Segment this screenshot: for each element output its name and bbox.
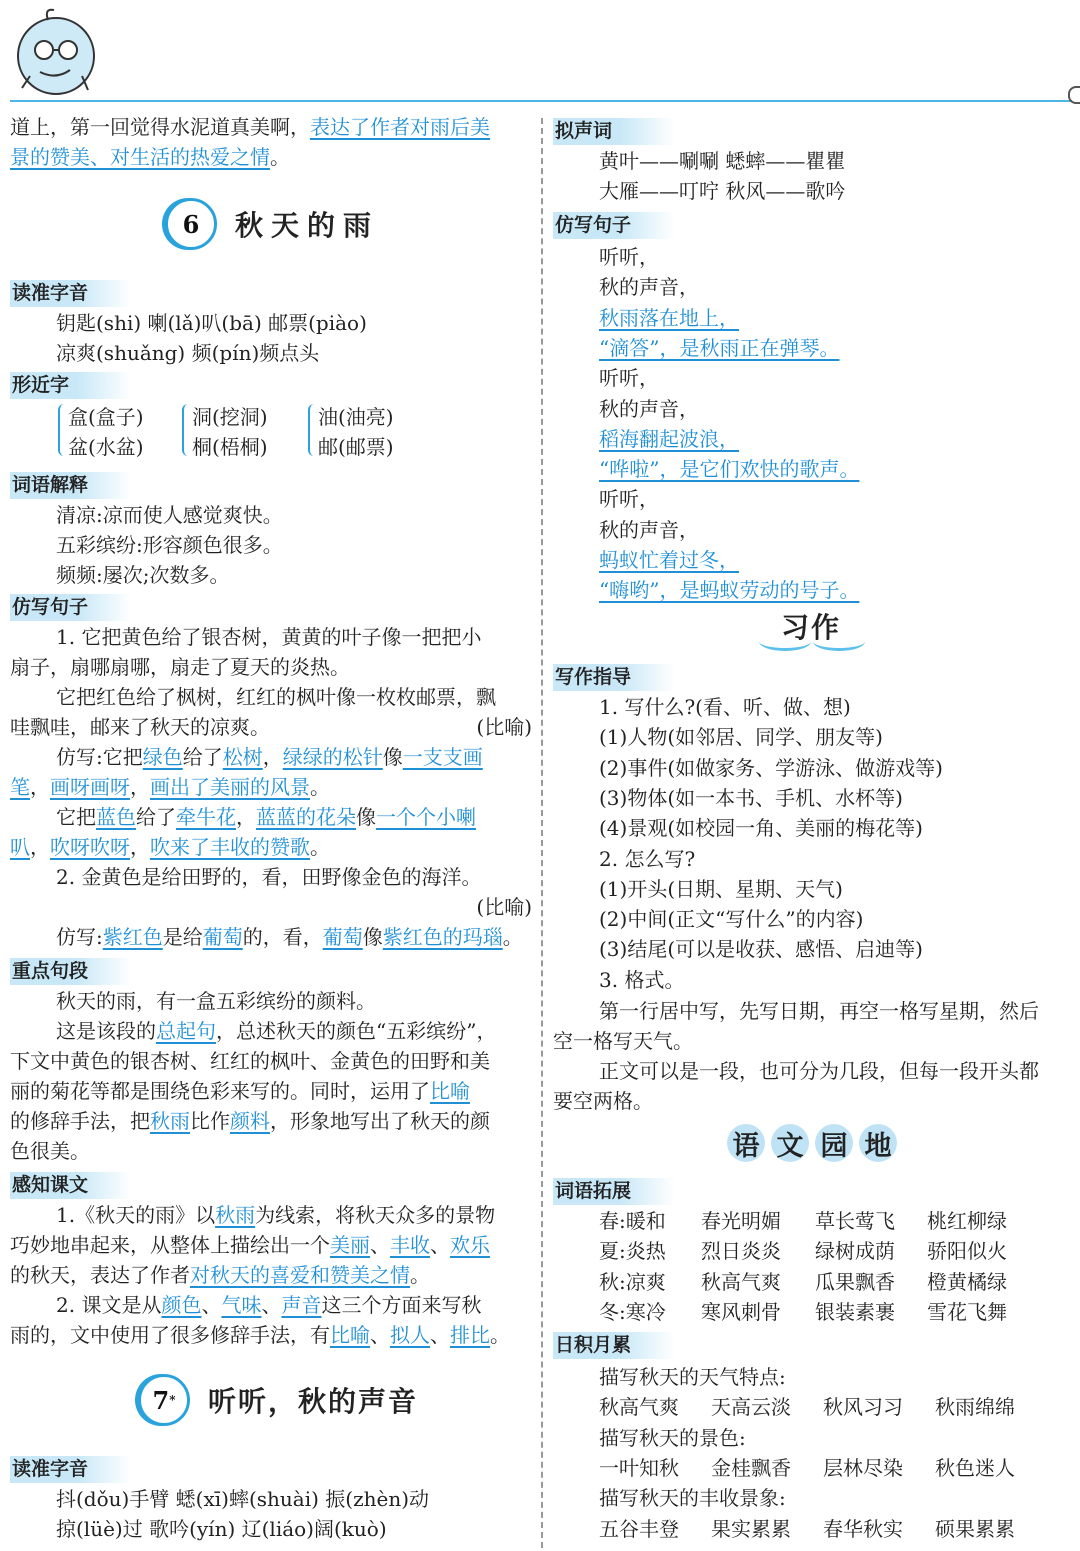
similar-char: 盒(盒子) bbox=[68, 405, 144, 429]
intro-line-1: 道上，第一回觉得水泥道真美啊，表达了作者对雨后美 bbox=[10, 115, 490, 139]
heading-char: 语 bbox=[727, 1124, 765, 1162]
text-line: 下文中黄色的银杏树、红红的枫叶、金黄色的田野和美 bbox=[10, 1049, 490, 1073]
text-line: 雨的，文中使用了很多修辞手法，有比喻、拟人、排比。 bbox=[10, 1323, 510, 1347]
page-corner-mark bbox=[1068, 86, 1080, 104]
book-icon bbox=[759, 632, 811, 651]
lesson-number: 6 bbox=[165, 198, 217, 250]
imitate-answer-1: 仿写:它把绿色给了松树，绿绿的松针像一支支画 bbox=[56, 745, 483, 769]
section-onomatopoeia: 拟声词 bbox=[553, 118, 675, 145]
daily-caption: 描写秋天的景色: bbox=[599, 1425, 746, 1450]
heading-char: 园 bbox=[815, 1124, 853, 1162]
idiom: 果实累累 bbox=[711, 1516, 791, 1541]
poem-line: 秋的声音， bbox=[599, 275, 699, 300]
heading-char: 文 bbox=[771, 1124, 809, 1162]
imitate-answer-2b: 叭，吹呀吹呀，吹来了丰收的赞歌。 bbox=[10, 835, 330, 859]
text-line: 正文可以是一段，也可分为几段，但每一段开头都 bbox=[599, 1059, 1039, 1083]
season-word: 秋高气爽 bbox=[701, 1269, 781, 1294]
lesson-title: 听听，秋的声音 bbox=[208, 1385, 419, 1418]
text-line: 它把红色给了枫树，红红的枫叶像一枚枚邮票，飘 bbox=[56, 685, 496, 709]
section-pronunciation: 读准字音 bbox=[10, 280, 132, 307]
lesson-7-heading bbox=[138, 1374, 418, 1426]
poem-line: “哗啦”，是它们欢快的歌声。 bbox=[599, 457, 860, 482]
section-key-paragraph: 重点句段 bbox=[10, 958, 132, 985]
text-line: 色很美。 bbox=[10, 1139, 90, 1163]
text-line: 哇飘哇，邮来了秋天的凉爽。 bbox=[10, 715, 270, 739]
poem-line: 稻海翻起波浪， bbox=[599, 426, 739, 451]
section-imitate: 仿写句子 bbox=[10, 594, 132, 621]
season-word: 雪花飞舞 bbox=[927, 1299, 1007, 1324]
text-line: 2. 课文是从颜色、气味、声音这三个方面来写秋 bbox=[56, 1293, 482, 1317]
word-explain: 清凉:凉而使人感觉爽快。 bbox=[56, 503, 283, 527]
similar-char: 邮(邮票) bbox=[318, 435, 394, 459]
poem-line: 蚂蚁忙着过冬， bbox=[599, 548, 739, 572]
pronunciation-line: 抖(dǒu)手臂 蟋(xī)蟀(shuài) 振(zhèn)动 bbox=[56, 1487, 430, 1511]
section-word-explain: 词语解释 bbox=[10, 472, 132, 499]
guide-line: 2. 怎么写? bbox=[599, 846, 696, 871]
text-line: 2. 金黄色是给田野的，看，田野像金色的海洋。 bbox=[56, 865, 482, 889]
lesson-6-heading bbox=[165, 198, 379, 250]
section-pronunciation-2: 读准字音 bbox=[10, 1456, 132, 1483]
idiom: 金桂飘香 bbox=[711, 1455, 791, 1480]
lesson-title: 秋天的雨 bbox=[235, 209, 380, 242]
poem-line: 秋的声音， bbox=[599, 396, 699, 421]
onomatopoeia-line: 黄叶——唰唰 蟋蟀——瞿瞿 bbox=[599, 149, 846, 173]
guide-line: (2)中间(正文“写什么”的内容) bbox=[599, 907, 864, 932]
season-word: 瓜果飘香 bbox=[815, 1269, 895, 1294]
section-perceive: 感知课文 bbox=[10, 1172, 132, 1199]
section-daily-accumulate: 日积月累 bbox=[553, 1332, 675, 1359]
season-word: 银装素裹 bbox=[815, 1299, 895, 1324]
poem-line: 秋的声音， bbox=[599, 517, 699, 542]
idiom: 层林尽染 bbox=[823, 1455, 903, 1480]
word-explain: 五彩缤纷:形容颜色很多。 bbox=[56, 533, 283, 557]
text-line: 巧妙地串起来，从整体上描绘出一个美丽、丰收、欢乐 bbox=[10, 1233, 490, 1257]
season-word: 烈日炎炎 bbox=[701, 1239, 781, 1264]
cartoon-face-icon bbox=[8, 6, 110, 98]
text-line: 丽的菊花等都是围绕色彩来写的。同时，运用了比喻 bbox=[10, 1079, 470, 1103]
similar-char: 盆(水盆) bbox=[68, 435, 144, 459]
book-icon bbox=[813, 632, 865, 651]
text-line: 扇子，扇哪扇哪，扇走了夏天的炎热。 bbox=[10, 655, 350, 679]
chinese-garden-heading bbox=[727, 1124, 897, 1162]
pronunciation-line-2: 凉爽(shuǎng) 频(pín)频点头 bbox=[56, 341, 320, 365]
season-word: 冬:寒冷 bbox=[599, 1299, 666, 1324]
text-line: 1.《秋天的雨》以秋雨为线索，将秋天众多的景物 bbox=[56, 1203, 496, 1227]
guide-line: (2)事件(如做家务、学游泳、做游戏等) bbox=[599, 755, 943, 780]
guide-line: 3. 格式。 bbox=[599, 967, 685, 992]
daily-caption: 描写秋天的丰收景象: bbox=[599, 1486, 786, 1511]
text-line: 1. 它把黄色给了银杏树，黄黄的叶子像一把把小 bbox=[56, 625, 482, 649]
similar-char: 洞(挖洞) bbox=[192, 405, 268, 429]
imitate-answer-3: 仿写:紫红色是给葡萄的，看，葡萄像紫红色的玛瑙。 bbox=[56, 925, 523, 949]
season-word: 寒风刺骨 bbox=[701, 1299, 781, 1324]
text-line: 这是该段的总起句，总述秋天的颜色“五彩缤纷”， bbox=[56, 1019, 497, 1043]
pronunciation-line: 掠(lüè)过 歌吟(yín) 辽(liáo)阔(kuò) bbox=[56, 1517, 387, 1541]
guide-line: (3)结尾(可以是收获、感悟、启迪等) bbox=[599, 937, 923, 962]
header-rule bbox=[10, 100, 1072, 102]
season-word: 春:暖和 bbox=[599, 1209, 666, 1233]
idiom: 一叶知秋 bbox=[599, 1455, 679, 1480]
text-line: 空一格写天气。 bbox=[553, 1029, 693, 1053]
guide-line: (3)物体(如一本书、手机、水杯等) bbox=[599, 785, 903, 810]
lesson-number: 7 * bbox=[138, 1374, 190, 1426]
heading-char: 地 bbox=[859, 1124, 897, 1162]
daily-caption: 描写秋天的天气特点: bbox=[599, 1365, 786, 1389]
text-line: 的修辞手法，把秋雨比作颜料，形象地写出了秋天的颜 bbox=[10, 1109, 490, 1133]
rhetoric-label: (比喻) bbox=[476, 895, 532, 919]
idiom: 春华秋实 bbox=[823, 1516, 903, 1541]
idiom: 秋高气爽 bbox=[599, 1395, 679, 1420]
section-similar-chars: 形近字 bbox=[10, 372, 132, 399]
xizuo-title: 习作 bbox=[781, 611, 842, 644]
season-word: 秋:凉爽 bbox=[599, 1269, 666, 1294]
season-word: 绿树成荫 bbox=[815, 1239, 895, 1264]
poem-line: 听听， bbox=[599, 245, 659, 269]
onomatopoeia-line: 大雁——叮咛 秋风——歌吟 bbox=[599, 179, 846, 203]
word-explain: 频频:屡次;次数多。 bbox=[56, 563, 230, 587]
rhetoric-label: (比喻) bbox=[476, 715, 532, 739]
similar-char: 桐(梧桐) bbox=[192, 435, 268, 459]
xizuo-heading bbox=[753, 606, 873, 654]
guide-line: (4)景观(如校园一角、美丽的梅花等) bbox=[599, 816, 923, 841]
guide-line: (1)人物(如邻居、同学、朋友等) bbox=[599, 725, 883, 750]
text-line: 第一行居中写，先写日期，再空一格写星期，然后 bbox=[599, 999, 1039, 1023]
season-word: 草长莺飞 bbox=[815, 1209, 895, 1233]
poem-line: 秋雨落在地上， bbox=[599, 305, 739, 330]
poem-line: 听听， bbox=[599, 366, 659, 391]
guide-line: 1. 写什么?(看、听、做、想) bbox=[599, 695, 851, 719]
season-word: 橙黄橘绿 bbox=[927, 1269, 1007, 1294]
idiom: 秋风习习 bbox=[823, 1395, 903, 1420]
idiom: 天高云淡 bbox=[711, 1395, 791, 1420]
section-word-expand: 词语拓展 bbox=[553, 1178, 675, 1205]
idiom: 秋色迷人 bbox=[935, 1455, 1015, 1480]
section-writing-guide: 写作指导 bbox=[553, 664, 675, 691]
poem-line: 听听， bbox=[599, 487, 659, 512]
idiom: 五谷丰登 bbox=[599, 1516, 679, 1541]
poem-line: “嗨哟”，是蚂蚁劳动的号子。 bbox=[599, 578, 860, 603]
text-line: 的秋天，表达了作者对秋天的喜爱和赞美之情。 bbox=[10, 1263, 430, 1287]
imitate-answer-2: 它把蓝色给了牵牛花，蓝蓝的花朵像一个个小喇 bbox=[56, 805, 476, 829]
similar-char: 油(油亮) bbox=[318, 405, 394, 429]
season-word: 骄阳似火 bbox=[927, 1239, 1007, 1264]
section-imitate-2: 仿写句子 bbox=[553, 212, 675, 239]
idiom: 秋雨绵绵 bbox=[935, 1395, 1015, 1420]
idiom: 硕果累累 bbox=[935, 1516, 1015, 1541]
column-divider bbox=[541, 118, 543, 1548]
poem-line: “滴答”，是秋雨正在弹琴。 bbox=[599, 335, 840, 360]
season-word: 夏:炎热 bbox=[599, 1239, 666, 1264]
text-line: 秋天的雨，有一盒五彩缤纷的颜料。 bbox=[56, 989, 376, 1013]
text-line: 要空两格。 bbox=[553, 1089, 653, 1113]
imitate-answer-1b: 笔，画呀画呀，画出了美丽的风景。 bbox=[10, 775, 330, 799]
season-word: 春光明媚 bbox=[701, 1209, 781, 1233]
guide-line: (1)开头(日期、星期、天气) bbox=[599, 876, 843, 901]
pronunciation-line-1: 钥匙(shi) 喇(lǎ)叭(bā) 邮票(piào) bbox=[56, 311, 367, 335]
intro-line-2: 景的赞美、对生活的热爱之情。 bbox=[10, 145, 290, 169]
season-word: 桃红柳绿 bbox=[927, 1209, 1007, 1233]
